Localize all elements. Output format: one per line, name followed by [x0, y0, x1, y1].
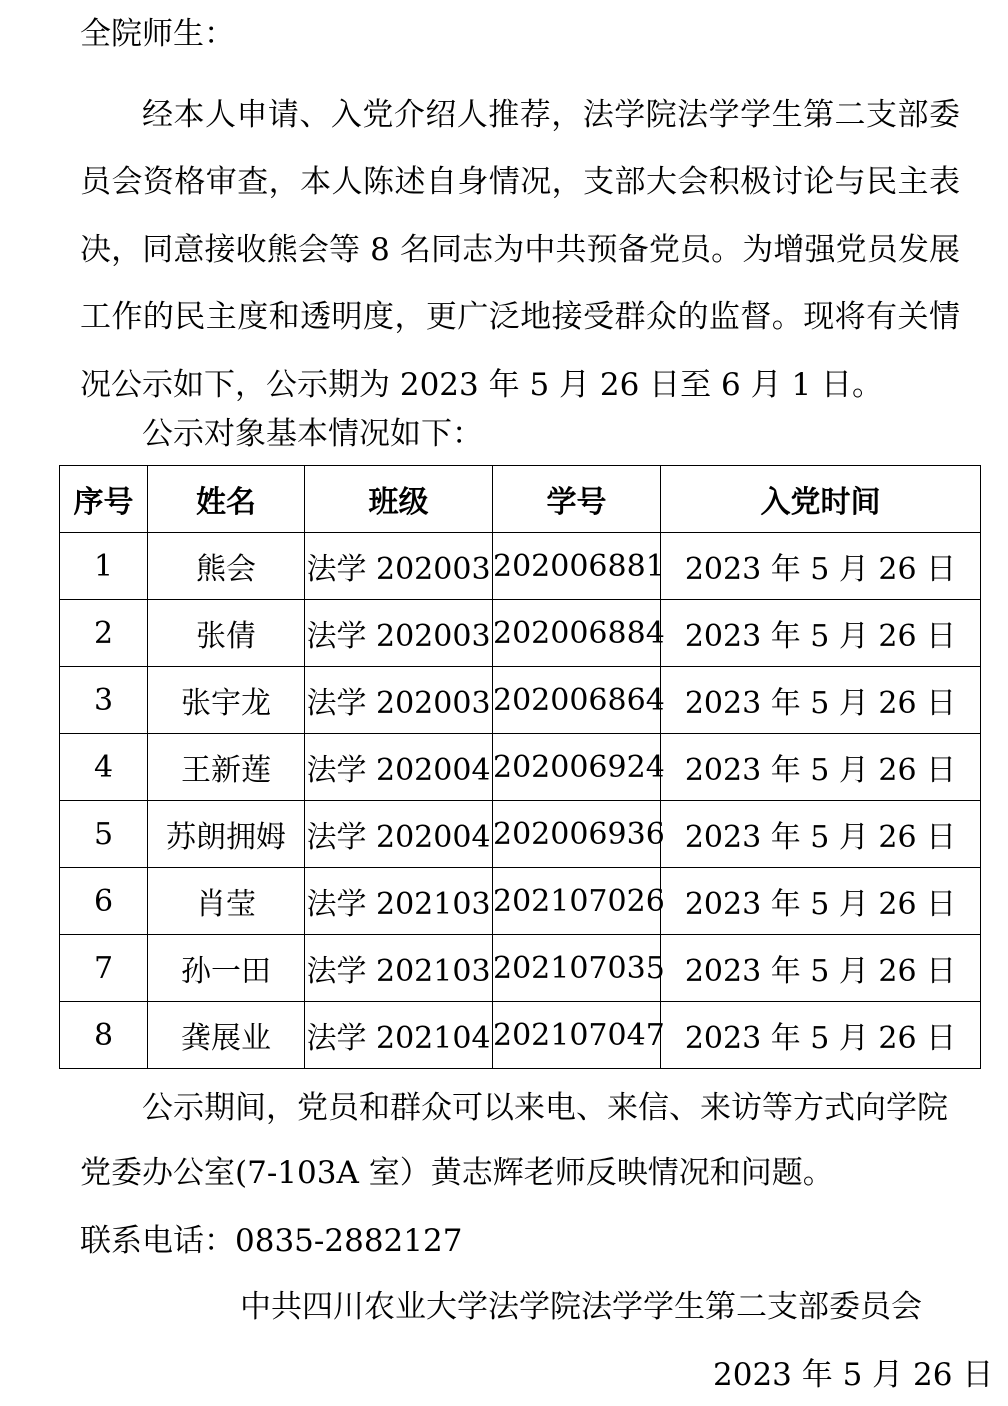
cell-index: 2 — [60, 600, 148, 667]
cell-student-id: 202006936 — [493, 801, 661, 868]
cell-index: 7 — [60, 935, 148, 1002]
table-intro: 公示对象基本情况如下： — [142, 416, 483, 452]
cell-index: 6 — [60, 868, 148, 935]
cell-student-id: 202107035 — [493, 935, 661, 1002]
signature-date: 2023 年 5 月 26 日 — [713, 1357, 994, 1393]
header-name: 姓名 — [148, 466, 305, 533]
table-row — [60, 734, 981, 801]
cell-name: 张倩 — [148, 600, 305, 667]
table-row — [60, 667, 981, 734]
cell-name: 熊会 — [148, 533, 305, 600]
intro-paragraph: 经本人申请、入党介绍人推荐，法学院法学学生第二支部委员会资格审查，本人陈述自身情况，支部大会积极讨论与民主表决，同意接收熊会等 8 名同志为中共预备党员。为增强党员发展工作的民主度和透明度，更广泛地接受群众的监督。现将有关情况公示如下，公示期为 2023 年 5 月 26 日至 6 月 1 日。 — [80, 97, 960, 403]
cell-index: 3 — [60, 667, 148, 734]
table-row — [60, 600, 981, 667]
cell-name: 王新莲 — [148, 734, 305, 801]
cell-name: 苏朗拥姆 — [148, 801, 305, 868]
cell-join-date: 2023 年 5 月 26 日 — [661, 600, 981, 667]
header-index: 序号 — [60, 466, 148, 533]
cell-class: 法学 202003 — [305, 533, 493, 600]
cell-name: 孙一田 — [148, 935, 305, 1002]
notice-line-2: 党委办公室(7-103A 室）黄志辉老师反映情况和问题。 — [80, 1155, 834, 1191]
salutation: 全院师生： — [80, 16, 235, 52]
cell-class: 法学 202104 — [305, 1002, 493, 1069]
table-row — [60, 868, 981, 935]
cell-class: 法学 202004 — [305, 734, 493, 801]
cell-join-date: 2023 年 5 月 26 日 — [661, 1002, 981, 1069]
cell-student-id: 202107047 — [493, 1002, 661, 1069]
cell-class: 法学 202003 — [305, 600, 493, 667]
table-row — [60, 801, 981, 868]
table-header-row — [60, 466, 981, 533]
cell-join-date: 2023 年 5 月 26 日 — [661, 667, 981, 734]
contact-phone: 联系电话：0835-2882127 — [80, 1223, 463, 1259]
cell-class: 法学 202103 — [305, 935, 493, 1002]
table-row — [60, 533, 981, 600]
cell-name: 张宇龙 — [148, 667, 305, 734]
cell-student-id: 202006881 — [493, 533, 661, 600]
cell-student-id: 202006884 — [493, 600, 661, 667]
header-join-date: 入党时间 — [661, 466, 981, 533]
candidate-table — [59, 465, 981, 1069]
cell-class: 法学 202004 — [305, 801, 493, 868]
cell-join-date: 2023 年 5 月 26 日 — [661, 533, 981, 600]
cell-index: 1 — [60, 533, 148, 600]
table-row — [60, 935, 981, 1002]
cell-index: 8 — [60, 1002, 148, 1069]
signature-organization: 中共四川农业大学法学院法学学生第二支部委员会 — [240, 1289, 922, 1325]
cell-student-id: 202006864 — [493, 667, 661, 734]
notice-line-1: 公示期间，党员和群众可以来电、来信、来访等方式向学院 — [142, 1090, 948, 1126]
cell-index: 5 — [60, 801, 148, 868]
header-student-id: 学号 — [493, 466, 661, 533]
cell-join-date: 2023 年 5 月 26 日 — [661, 801, 981, 868]
header-class: 班级 — [305, 466, 493, 533]
table-row — [60, 1002, 981, 1069]
cell-class: 法学 202003 — [305, 667, 493, 734]
cell-join-date: 2023 年 5 月 26 日 — [661, 868, 981, 935]
cell-index: 4 — [60, 734, 148, 801]
cell-student-id: 202107026 — [493, 868, 661, 935]
cell-student-id: 202006924 — [493, 734, 661, 801]
cell-join-date: 2023 年 5 月 26 日 — [661, 935, 981, 1002]
cell-name: 肖莹 — [148, 868, 305, 935]
cell-class: 法学 202103 — [305, 868, 493, 935]
cell-name: 龚展业 — [148, 1002, 305, 1069]
cell-join-date: 2023 年 5 月 26 日 — [661, 734, 981, 801]
